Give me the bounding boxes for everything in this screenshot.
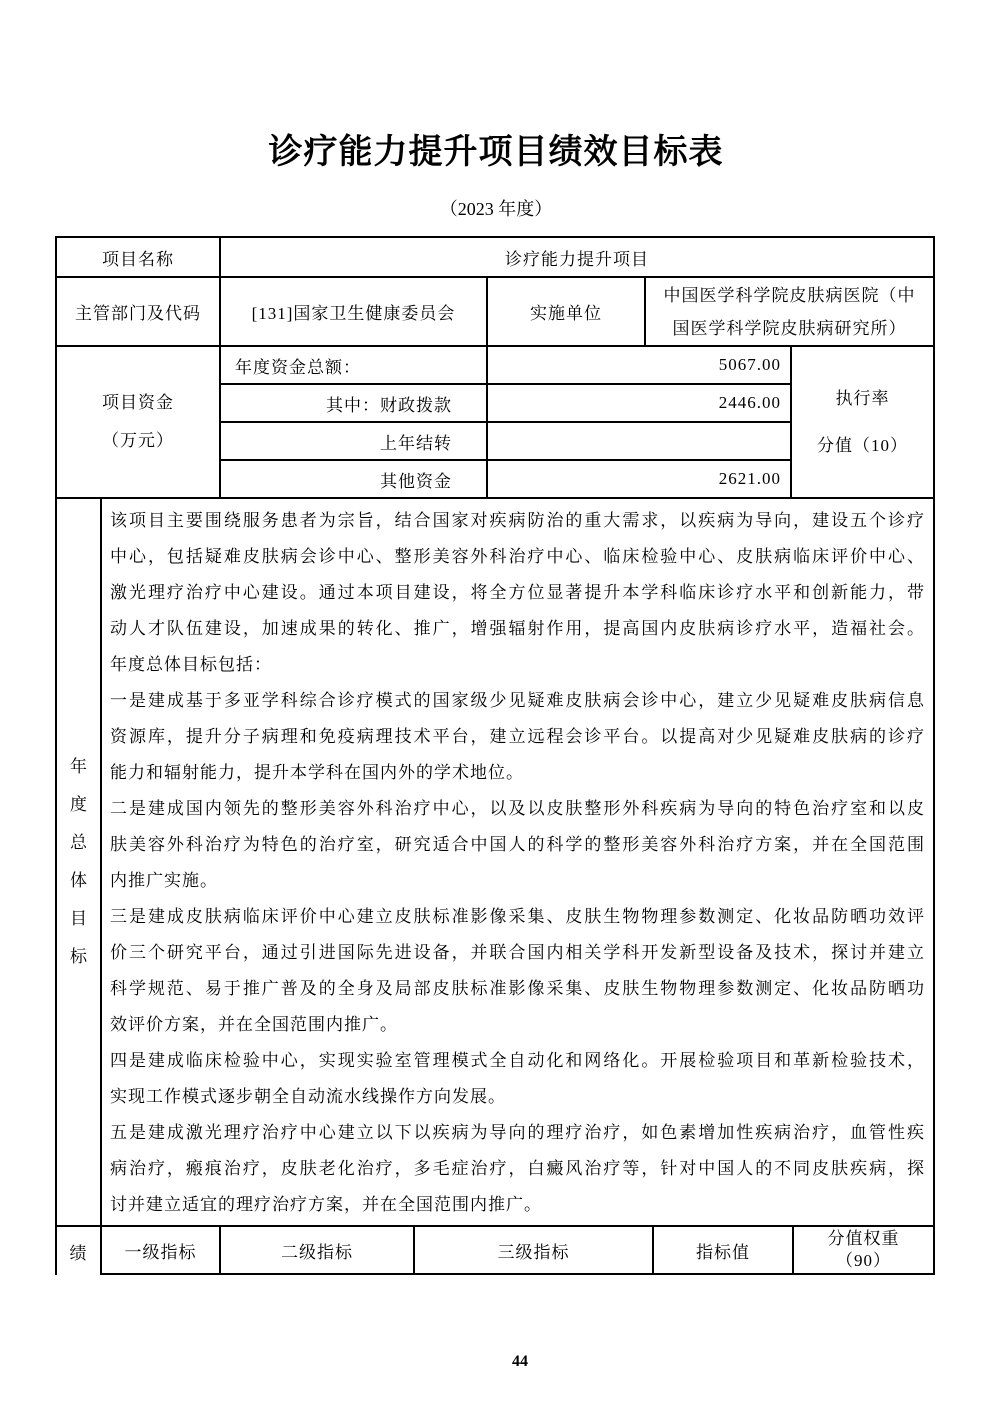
goal-line: 科学规范、易于推广普及的全身及局部皮肤标准影像采集、皮肤生物物理参数测定、化妆品防晒功 xyxy=(110,979,925,998)
funds-fiscal-row xyxy=(221,385,792,423)
indicator-level1-header: 一级指标 xyxy=(102,1227,221,1275)
goal-line: 年度总体目标包括： xyxy=(110,655,272,674)
project-name-label: 项目名称 xyxy=(57,238,221,276)
funds-detail-grid xyxy=(221,347,792,497)
indicator-value-header: 指标值 xyxy=(654,1227,794,1275)
funds-total-row xyxy=(221,347,792,385)
goal-line: 五是建成激光理疗治疗中心建立以下以疾病为导向的理疗治疗，如色素增加性疾病治疗，血管性疾 xyxy=(110,1123,925,1142)
funds-carryover-label: 上年结转 xyxy=(221,423,488,459)
annual-goals-text xyxy=(102,499,935,1225)
implement-unit-label: 实施单位 xyxy=(488,278,646,345)
goal-line: 二是建成国内领先的整形美容外科治疗中心，以及以皮肤整形外科疾病为导向的特色治疗室和以皮 xyxy=(110,799,925,818)
goal-line: 动人才队伍建设，加速成果的转化、推广，增强辐射作用，提高国内皮肤病诊疗水平，造福社会。 xyxy=(110,619,925,638)
indicator-weight-line2: （90） xyxy=(836,1251,891,1270)
department-value: [131]国家卫生健康委员会 xyxy=(221,278,488,345)
funds-fiscal-label: 其中：财政拨款 xyxy=(221,385,488,421)
goal-line: 一是建成基于多亚学科综合诊疗模式的国家级少见疑难皮肤病会诊中心，建立少见疑难皮肤病信息 xyxy=(110,691,925,710)
project-name-value: 诊疗能力提升项目 xyxy=(221,238,935,276)
indicator-level2-header: 二级指标 xyxy=(221,1227,415,1275)
execution-rate-line2: 分值（10） xyxy=(817,436,908,455)
indicator-header-row xyxy=(57,1227,935,1275)
execution-rate-line1: 执行率 xyxy=(835,389,890,408)
funds-other-row xyxy=(221,461,792,497)
goal-line: 该项目主要围绕服务患者为宗旨，结合国家对疾病防治的重大需求，以疾病为导向，建设五个诊疗 xyxy=(110,511,925,530)
project-funds-label-line1: 项目资金 xyxy=(102,393,174,412)
project-funds-label xyxy=(57,347,221,497)
goal-line: 病治疗，瘢痕治疗，皮肤老化治疗，多毛症治疗，白癜风治疗等，针对中国人的不同皮肤疾病，探 xyxy=(110,1159,925,1178)
funds-carryover-row xyxy=(221,423,792,461)
document-subtitle: （2023 年度） xyxy=(439,199,553,219)
goal-line: 能力和辐射能力，提升本学科在国内外的学术地位。 xyxy=(110,763,524,782)
performance-target-table xyxy=(55,236,935,1275)
goal-line: 资源库，提升分子病理和免疫病理技术平台，建立远程会诊平台。以提高对少见疑难皮肤病的诊疗 xyxy=(110,727,925,746)
funds-carryover-value xyxy=(488,423,792,459)
goal-line: 肤美容外科治疗为特色的治疗室，研究适合中国人的科学的整形美容外科治疗方案，并在全国范围 xyxy=(110,835,925,854)
project-funds-row xyxy=(57,347,935,499)
funds-total-value: 5067.00 xyxy=(488,347,792,383)
project-name-row xyxy=(57,238,935,278)
document-title: 诊疗能力提升项目绩效目标表 xyxy=(268,133,724,171)
goal-line: 四是建成临床检验中心，实现实验室管理模式全自动化和网络化。开展检验项目和革新检验技术， xyxy=(110,1051,925,1070)
funds-other-label: 其他资金 xyxy=(221,461,488,497)
goal-line: 效评价方案，并在全国范围内推广。 xyxy=(110,1015,398,1034)
implement-unit-value: 中国医学科学院皮肤病医院（中国医学科学院皮肤病研究所） xyxy=(646,278,935,345)
execution-rate-score xyxy=(792,347,935,497)
department-label: 主管部门及代码 xyxy=(57,278,221,345)
annual-goals-row xyxy=(57,499,935,1227)
indicator-corner-label: 绩 xyxy=(57,1227,102,1275)
goal-line: 中心，包括疑难皮肤病会诊中心、整形美容外科治疗中心、临床检验中心、皮肤病临床评价中心、 xyxy=(110,547,925,566)
goal-line: 价三个研究平台，通过引进国际先进设备，并联合国内相关学科开发新型设备及技术，探讨并建立 xyxy=(110,943,925,962)
funds-total-label: 年度资金总额： xyxy=(221,347,488,383)
goal-line: 讨并建立适宜的理疗治疗方案，并在全国范围内推广。 xyxy=(110,1195,542,1214)
funds-fiscal-value: 2446.00 xyxy=(488,385,792,421)
funds-other-value: 2621.00 xyxy=(488,461,792,497)
indicator-weight-line1: 分值权重 xyxy=(827,1229,900,1248)
goal-line: 三是建成皮肤病临床评价中心建立皮肤标准影像采集、皮肤生物物理参数测定、化妆品防晒功效评 xyxy=(110,907,925,926)
project-funds-label-line2: （万元） xyxy=(102,431,174,450)
department-row xyxy=(57,278,935,347)
indicator-level3-header: 三级指标 xyxy=(415,1227,654,1275)
annual-goals-side-label xyxy=(57,499,102,1225)
goal-line: 激光理疗治疗中心建设。通过本项目建设，将全方位显著提升本学科临床诊疗水平和创新能力，带 xyxy=(110,583,925,602)
goal-line: 实现工作模式逐步朝全自动流水线操作方向发展。 xyxy=(110,1087,506,1106)
goal-line: 内推广实施。 xyxy=(110,871,218,890)
annual-goals-side-label-text: 年度总体目标 xyxy=(70,757,87,966)
indicator-weight-header xyxy=(794,1227,935,1275)
page-number: 44 xyxy=(512,1353,528,1370)
